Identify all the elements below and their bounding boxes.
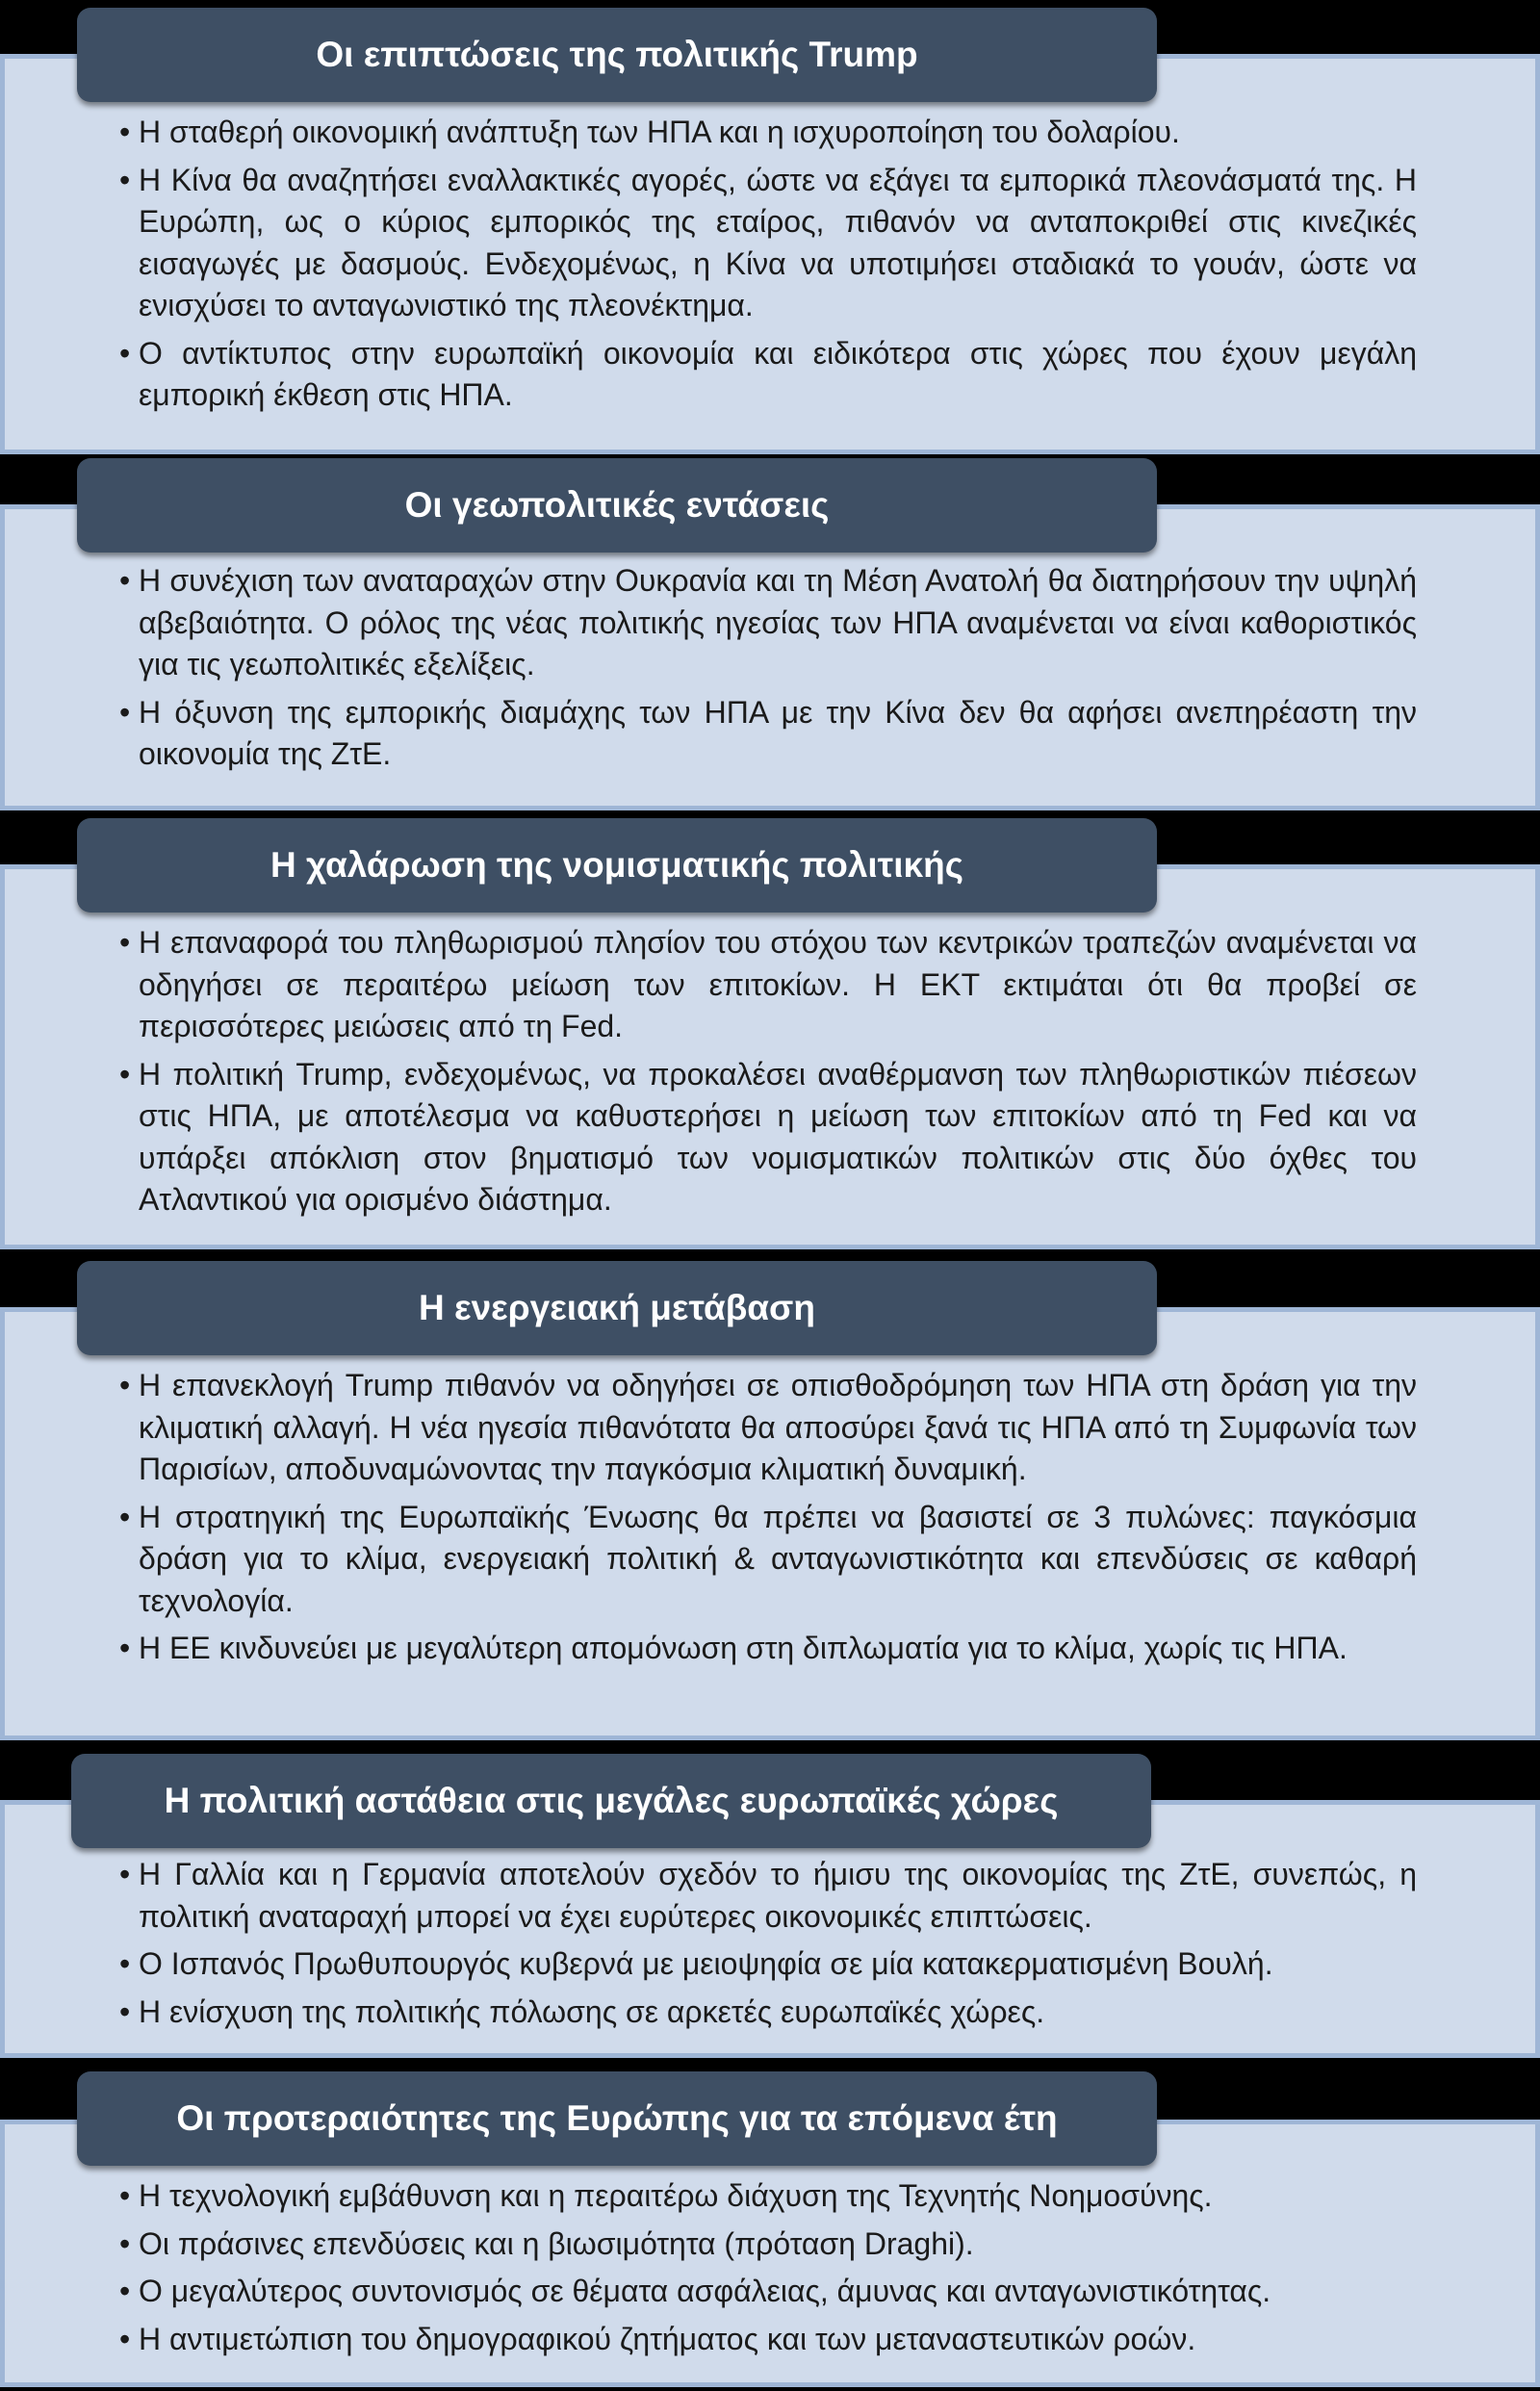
bullet-list — [119, 560, 1417, 782]
bullet-item: • Ο Ισπανός Πρωθυπουργός κυβερνά με μειοψηφία σε μία κατακερματισμένη Βουλή. — [119, 1943, 1417, 1986]
section-title: Η ενεργειακή μετάβαση — [77, 1261, 1157, 1355]
bullet-item: • Η όξυνση της εμπορικής διαμάχης των ΗΠΑ με την Κίνα δεν θα αφήσει ανεπηρέαστη την οικονομία της ΖτΕ. — [119, 692, 1417, 776]
section-trump-impact — [0, 0, 1540, 454]
bullet-list — [119, 112, 1417, 423]
bullet-item: • Η ενίσχυση της πολιτικής πόλωσης σε αρκετές ευρωπαϊκές χώρες. — [119, 1992, 1417, 2034]
bullet-list — [119, 1854, 1417, 2039]
section-europe-priorities — [0, 2068, 1540, 2387]
bullet-item: • Ο μεγαλύτερος συντονισμός σε θέματα ασφάλειας, άμυνας και ανταγωνιστικότητας. — [119, 2271, 1417, 2313]
bullet-item: • Ο αντίκτυπος στην ευρωπαϊκή οικονομία και ειδικότερα στις χώρες που έχουν μεγάλη εμπορική έκθεση στις ΗΠΑ. — [119, 333, 1417, 417]
section-title: Οι γεωπολιτικές εντάσεις — [77, 458, 1157, 553]
section-political-instability — [0, 1750, 1540, 2058]
section-geopolitical-tensions — [0, 454, 1540, 810]
bullet-item: • Η πολιτική Trump, ενδεχομένως, να προκαλέσει αναθέρμανση των πληθωριστικών πιέσεων στις ΗΠΑ, με αποτέλεσμα να καθυστερήσει η μείωση των επιτοκίων από τη Fed και να υπάρξει απόκλιση στον βηματισμό των νομισματικών πολιτικών στις δύο όχθες του Ατλαντικού για ορισμένο διάστημα. — [119, 1054, 1417, 1221]
bullet-item: • Η σταθερή οικονομική ανάπτυξη των ΗΠΑ και η ισχυροποίηση του δολαρίου. — [119, 112, 1417, 154]
bullet-item: • Οι πράσινες επενδύσεις και η βιωσιμότητα (πρόταση Draghi). — [119, 2224, 1417, 2266]
section-monetary-easing — [0, 814, 1540, 1253]
bullet-item: • Η επαναφορά του πληθωρισμού πλησίον του στόχου των κεντρικών τραπεζών αναμένεται να οδηγήσει σε περαιτέρω μείωση των επιτοκίων. Η ΕΚΤ εκτιμάται ότι θα προβεί σε περισσότερες μειώσεις από τη Fed. — [119, 922, 1417, 1048]
section-title: Οι προτεραιότητες της Ευρώπης για τα επόμενα έτη — [77, 2071, 1157, 2166]
section-energy-transition — [0, 1259, 1540, 1740]
bullet-item: • Η στρατηγική της Ευρωπαϊκής Ένωσης θα πρέπει να βασιστεί σε 3 πυλώνες: παγκόσμια δράση για το κλίμα, ενεργειακή πολιτική & ανταγωνιστικότητα και επενδύσεις σε καθαρή τεχνολογία. — [119, 1497, 1417, 1623]
section-title: Η χαλάρωση της νομισματικής πολιτικής — [77, 818, 1157, 913]
bullet-list — [119, 1365, 1417, 1676]
bullet-item: • Η συνέχιση των αναταραχών στην Ουκρανία και τη Μέση Ανατολή θα διατηρήσουν την υψηλή αβεβαιότητα. Ο ρόλος της νέας πολιτικής ηγεσίας των ΗΠΑ αναμένεται να είναι καθοριστικός για τις γεωπολιτικές εξελίξεις. — [119, 560, 1417, 686]
bullet-item: • Η ΕΕ κινδυνεύει με μεγαλύτερη απομόνωση στη διπλωματία για το κλίμα, χωρίς τις ΗΠΑ. — [119, 1628, 1417, 1670]
section-title: Η πολιτική αστάθεια στις μεγάλες ευρωπαϊκές χώρες — [71, 1754, 1151, 1848]
bullet-list — [119, 922, 1417, 1227]
bullet-item: • Η αντιμετώπιση του δημογραφικού ζητήματος και των μεταναστευτικών ροών. — [119, 2319, 1417, 2361]
bullet-list — [119, 2175, 1417, 2366]
section-title: Οι επιπτώσεις της πολιτικής Trump — [77, 8, 1157, 102]
bullet-item: • Η τεχνολογική εμβάθυνση και η περαιτέρω διάχυση της Τεχνητής Νοημοσύνης. — [119, 2175, 1417, 2218]
bullet-item: • Η Κίνα θα αναζητήσει εναλλακτικές αγορές, ώστε να εξάγει τα εμπορικά πλεονάσματά της. Η Ευρώπη, ως ο κύριος εμπορικός της εταίρος, πιθανόν να ανταποκριθεί στις κινεζικές εισαγωγές με δασμούς. Ενδεχομένως, η Κίνα να υποτιμήσει σταδιακά το γουάν, ώστε να ενισχύσει το ανταγωνιστικό της πλεονέκτημα. — [119, 160, 1417, 327]
bullet-item: • Η Γαλλία και η Γερμανία αποτελούν σχεδόν το ήμισυ της οικονομίας της ΖτΕ, συνεπώς, η πολιτική αναταραχή μπορεί να έχει ευρύτερες οικονομικές επιπτώσεις. — [119, 1854, 1417, 1938]
bullet-item: • Η επανεκλογή Trump πιθανόν να οδηγήσει σε οπισθοδρόμηση των ΗΠΑ στη δράση για την κλιματική αλλαγή. Η νέα ηγεσία πιθανότατα θα αποσύρει ξανά τις ΗΠΑ από τη Συμφωνία των Παρισίων, αποδυναμώνοντας την παγκόσμια κλιματική δυναμική. — [119, 1365, 1417, 1491]
